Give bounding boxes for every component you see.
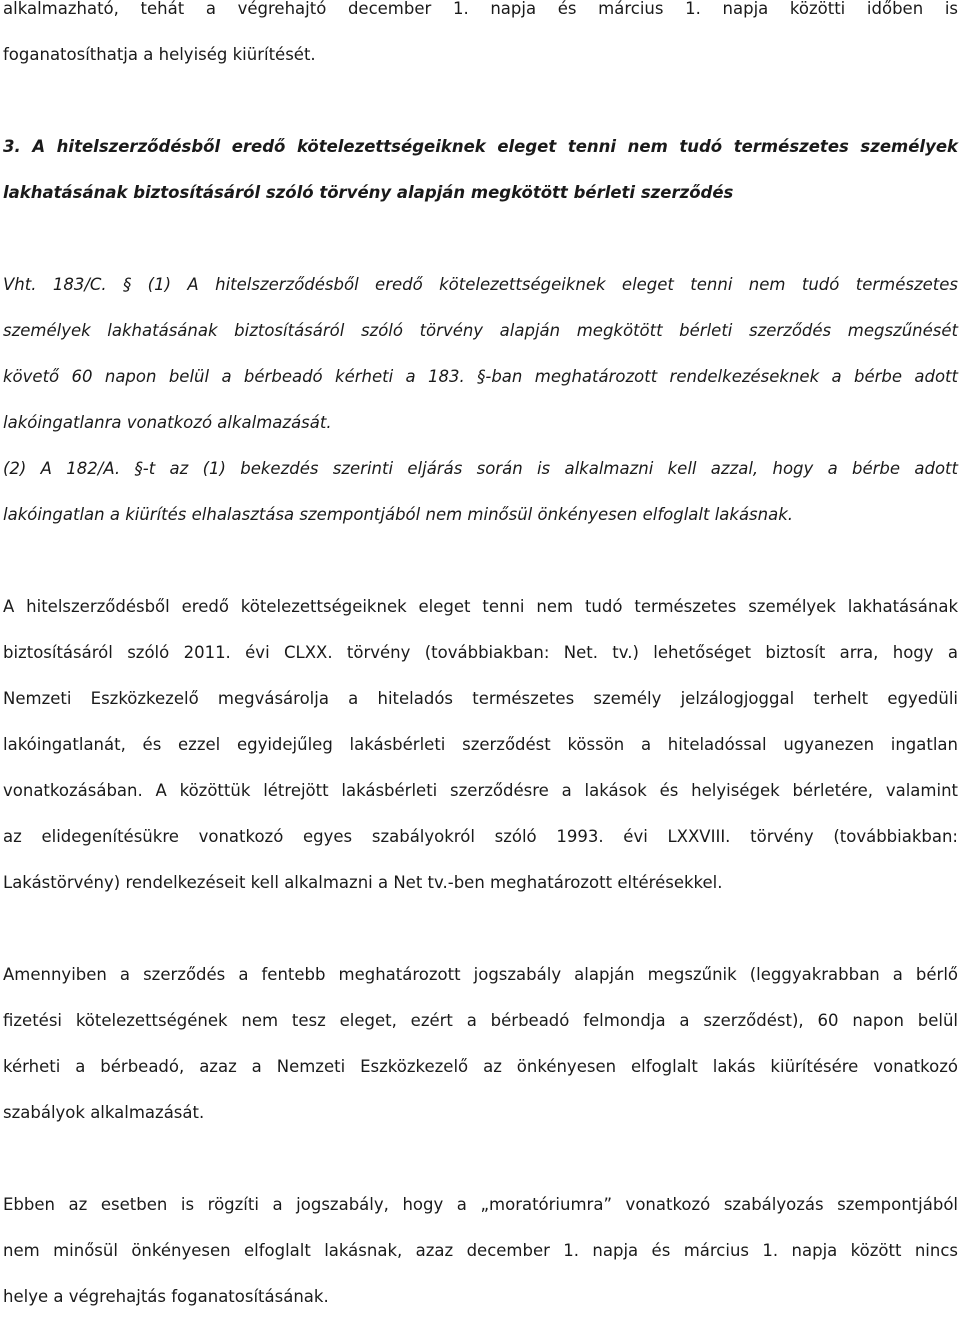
text-line: (2) A 182/A. §-t az (1) bekezdés szerinti eljárás során is alkalmazni kell azzal, hogy a bérbe adott xyxy=(3,459,958,478)
text-line: lakóingatlan a kiürítés elhalasztása szempontjából nem minősül önkényesen elfoglalt lakásnak. xyxy=(3,505,794,524)
text-line: követő 60 napon belül a bérbeadó kérheti a 183. §-ban meghatározott rendelkezéseknek a bérbe adott xyxy=(3,367,958,386)
text-line: Vht. 183/C. § (1) A hitelszerződésből eredő kötelezettségeiknek eleget tenni nem tudó természetes xyxy=(3,275,958,294)
heading-line: lakhatásának biztosításáról szóló törvény alapján megkötött bérleti szerződés xyxy=(3,183,734,202)
text-line: Lakástörvény) rendelkezéseit kell alkalmazni a Net tv.-ben meghatározott eltérésekkel. xyxy=(3,873,723,892)
text-line: lakóingatlanra vonatkozó alkalmazását. xyxy=(3,413,332,432)
text-line: biztosításáról szóló 2011. évi CLXX. törvény (továbbiakban: Net. tv.) lehetőséget biztosít arra, hogy a xyxy=(3,643,958,662)
text-line: alkalmazható, tehát a végrehajtó december 1. napja és március 1. napja közötti időben is xyxy=(3,0,958,18)
body-paragraph xyxy=(3,1182,958,1320)
body-paragraph xyxy=(3,584,958,906)
text-line: Ebben az esetben is rögzíti a jogszabály, hogy a „moratóriumra” vonatkozó szabályozás szempontjából xyxy=(3,1195,958,1214)
text-line: személyek lakhatásának biztosításáról szóló törvény alapján megkötött bérleti szerződés megszűnését xyxy=(3,321,958,340)
heading-line: 3. A hitelszerződésből eredő kötelezettségeiknek eleget tenni nem tudó természetes személyek xyxy=(3,137,958,156)
statute-paragraph xyxy=(3,262,958,446)
text-line: Amennyiben a szerződés a fentebb meghatározott jogszabály alapján megszűnik (leggyakrabban a bérlő xyxy=(3,965,958,984)
section-heading xyxy=(3,124,958,216)
text-line: Nemzeti Eszközkezelő megvásárolja a hiteladós természetes személy jelzálogjoggal terhelt egyedüli xyxy=(3,689,958,708)
document-page xyxy=(3,0,958,1320)
text-line: vonatkozásában. A közöttük létrejött lakásbérleti szerződésre a lakások és helyiségek bérletére, valamint xyxy=(3,781,958,800)
text-line: nem minősül önkényesen elfoglalt lakásnak, azaz december 1. napja és március 1. napja között nincs xyxy=(3,1241,958,1260)
text-line: A hitelszerződésből eredő kötelezettségeiknek eleget tenni nem tudó természetes személyek lakhatásának xyxy=(3,597,958,616)
text-line: lakóingatlanát, és ezzel egyidejűleg lakásbérleti szerződést kössön a hiteladóssal ugyanezen ingatlan xyxy=(3,735,958,754)
text-line: helye a végrehajtás foganatosításának. xyxy=(3,1287,329,1306)
intro-paragraph xyxy=(3,0,958,78)
text-line: szabályok alkalmazását. xyxy=(3,1103,205,1122)
text-line: az elidegenítésükre vonatkozó egyes szabályokról szóló 1993. évi LXXVIII. törvény (továbbiakban: xyxy=(3,827,958,846)
body-paragraph xyxy=(3,952,958,1136)
text-line: kérheti a bérbeadó, azaz a Nemzeti Eszközkezelő az önkényesen elfoglalt lakás kiürítésére vonatkozó xyxy=(3,1057,958,1076)
text-line: fizetési kötelezettségének nem tesz eleget, ezért a bérbeadó felmondja a szerződést), 60 napon belül xyxy=(3,1011,958,1030)
text-line: foganatosíthatja a helyiség kiürítését. xyxy=(3,45,316,64)
statute-paragraph xyxy=(3,446,958,538)
